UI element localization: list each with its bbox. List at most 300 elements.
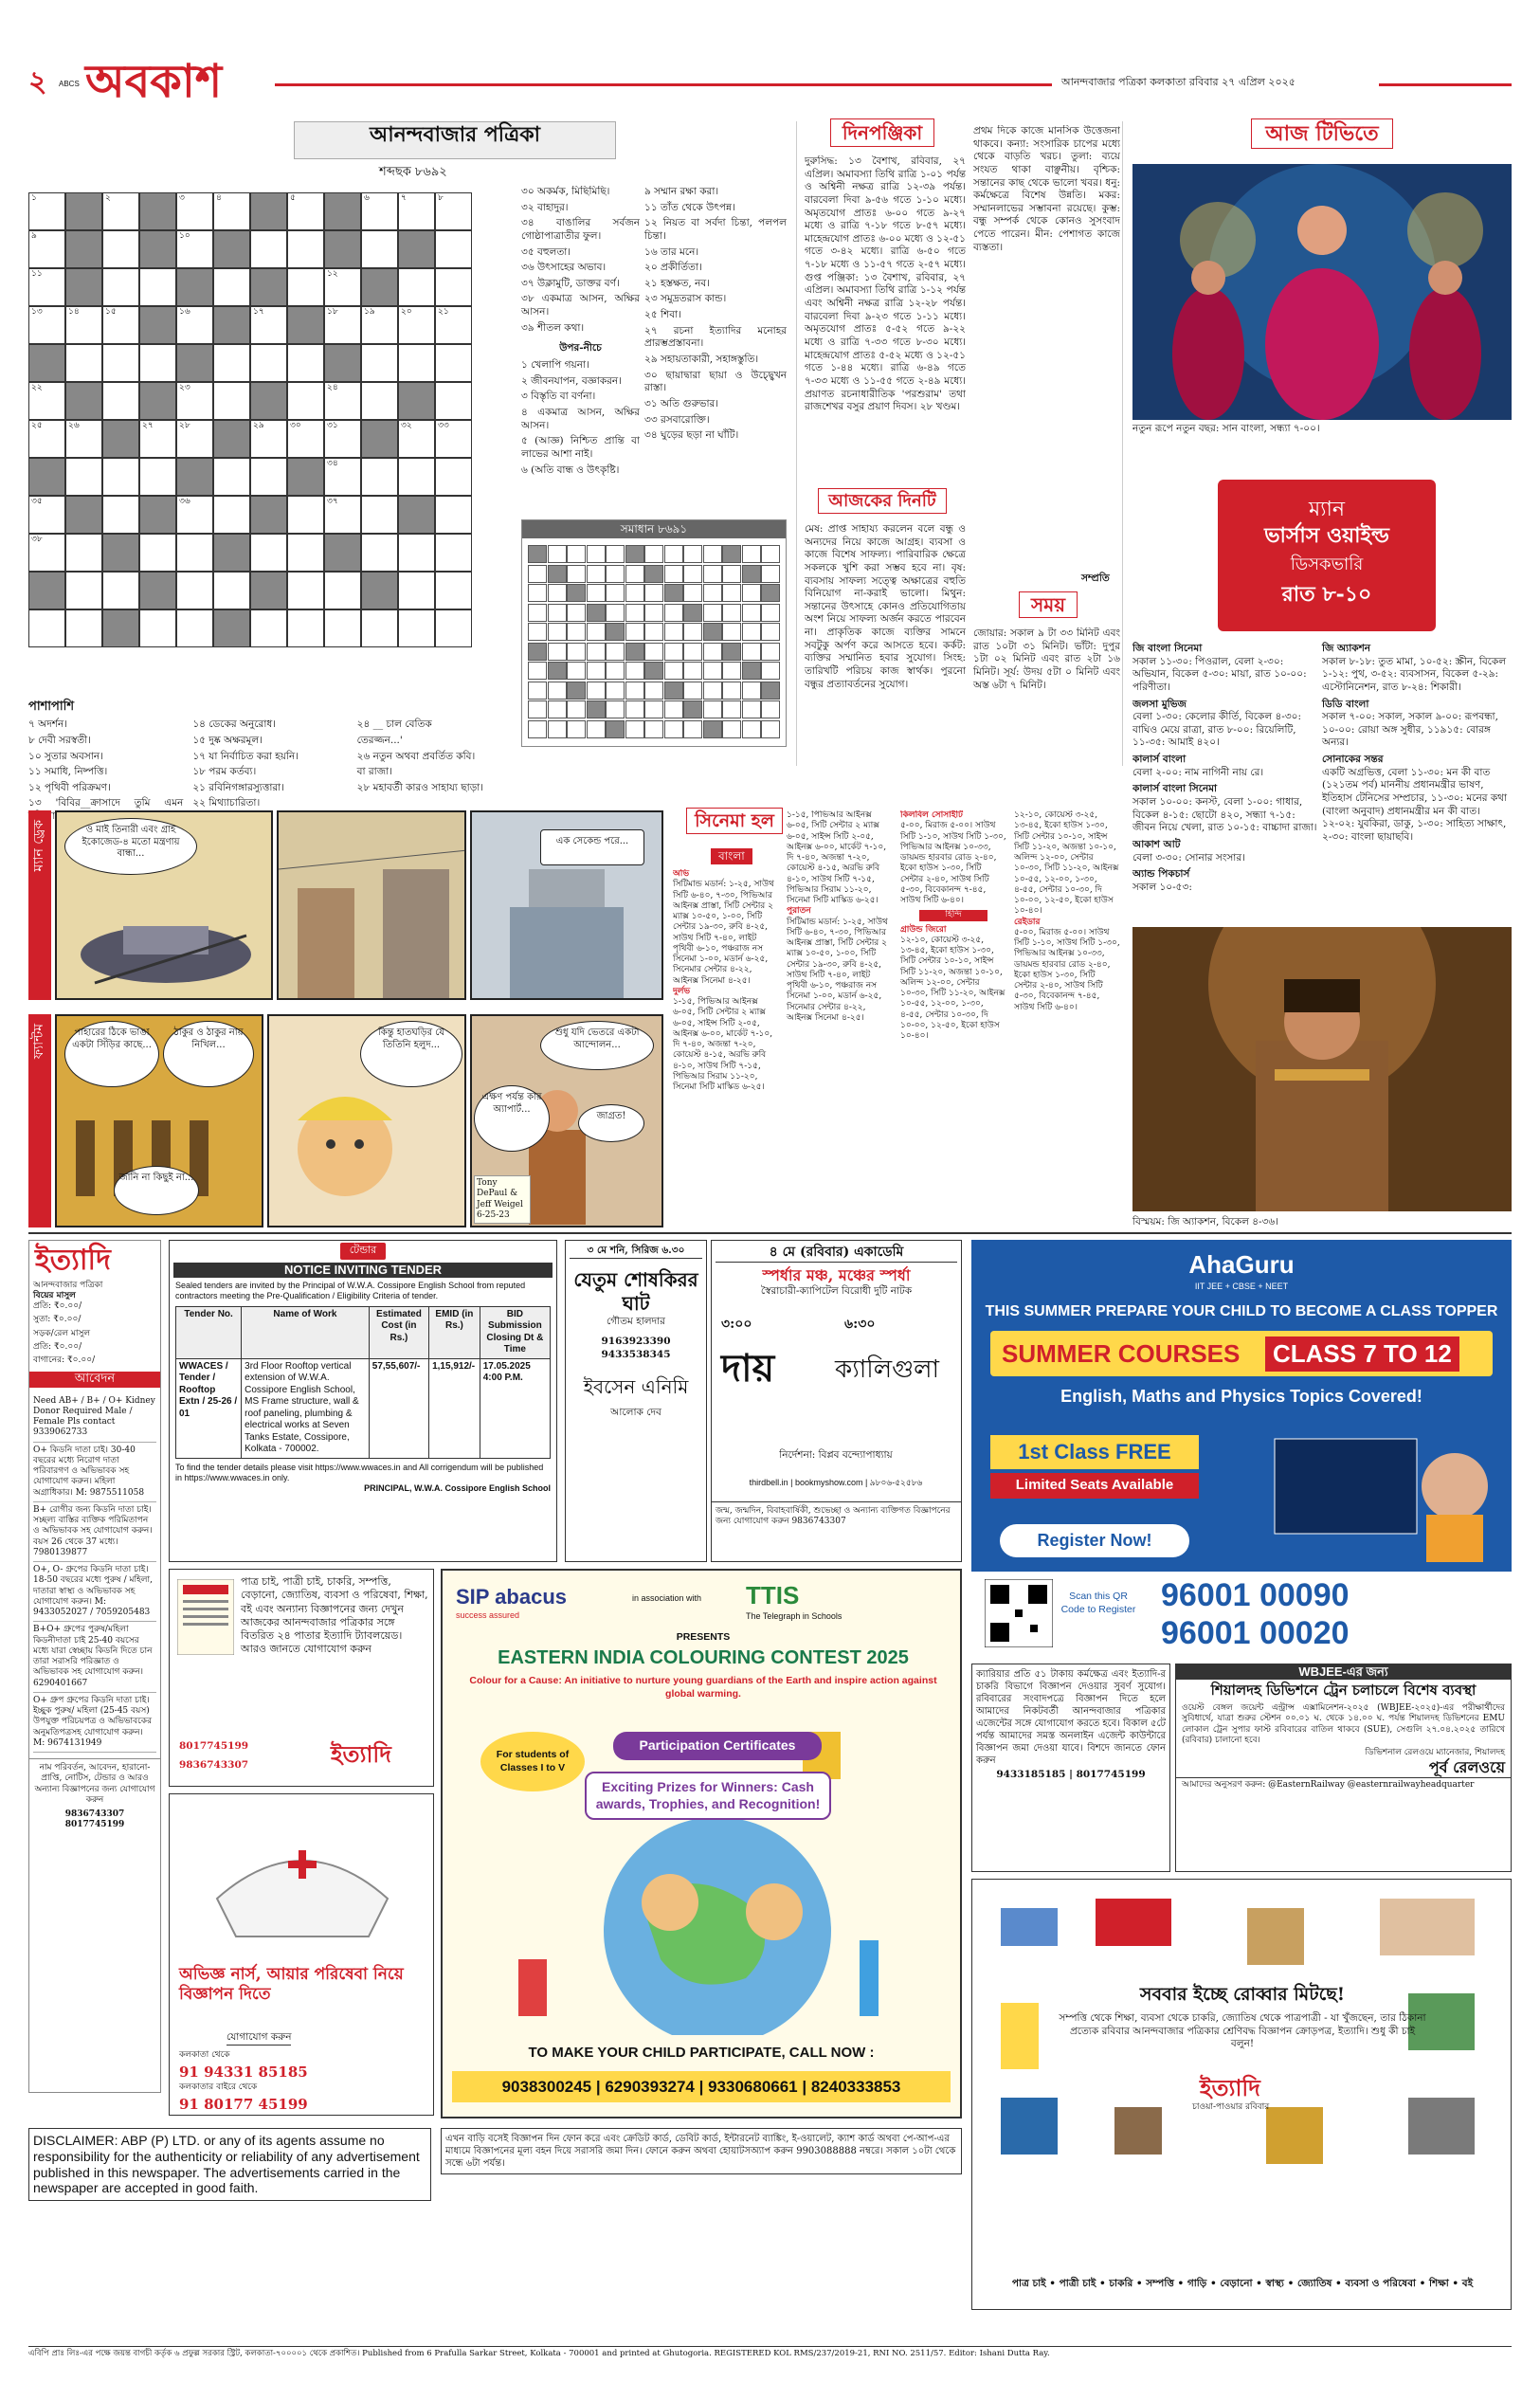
crossword-cell[interactable] (28, 230, 65, 268)
solution-cell (664, 700, 683, 718)
page-number: ২ (28, 65, 47, 99)
tv-channel: কালার্স বাংলা সিনেমা (1132, 783, 1218, 795)
crossword-cell[interactable] (361, 496, 398, 534)
crossword-cell (139, 192, 176, 230)
crossword-cell[interactable] (361, 230, 398, 268)
tv-schedule: সকাল ১১-৩০: পিওরাল, বেলা ২-৩০: অভিযান, বিকেল ৫-৩০: মায়া, রাত ১০-০০: পরিণীতা। (1132, 655, 1307, 693)
crossword-cell[interactable] (139, 344, 176, 382)
solution-cell (567, 545, 586, 563)
crossword-cell[interactable] (102, 572, 139, 609)
crossword-cell (324, 192, 361, 230)
crossword-cell[interactable] (287, 609, 324, 647)
student-illustration (1237, 1420, 1502, 1562)
crossword-cell[interactable] (287, 534, 324, 572)
cell-number: ৮ (438, 193, 444, 203)
crossword-cell (398, 496, 435, 534)
tender-cell: 1,15,912/- (429, 1358, 480, 1458)
theatre-ad-right (711, 1240, 962, 1562)
crossword-cell[interactable] (176, 420, 213, 458)
crossword-grid[interactable] (28, 192, 474, 647)
tv-listing (1132, 868, 1317, 894)
solution-cell (625, 720, 644, 738)
solution-cell (567, 604, 586, 622)
bottom-clue: ২৪ __ চাল বেতিক (356, 718, 432, 731)
crossword-cell[interactable] (324, 306, 361, 344)
across-clues (521, 186, 640, 480)
crossword-cell[interactable] (250, 344, 287, 382)
railway-heading-2: শিয়ালদহ ডিভিশনে ট্রেন চলাচলে বিশেষ ব্যবস্থা (1210, 1682, 1477, 1700)
crossword-cell[interactable] (176, 382, 213, 420)
ahaguru-headline: THIS SUMMER PREPARE YOUR CHILD TO BECOME A CLASS TOPPER (985, 1303, 1498, 1319)
solution-cell (722, 643, 741, 661)
clue: ৩১ অতি গুরুভার। (644, 397, 719, 409)
down-clue: ৬ (অতি বান্ধ ও উৎকৃষ্টি। (521, 464, 620, 476)
nurse-contact: যোগাযোগ করুন (226, 2031, 291, 2046)
nurse-phone-2[interactable]: 91 80177 45199 (179, 2096, 308, 2113)
crossword-cell[interactable] (250, 458, 287, 496)
bottom-clue: ২৬ নতুন অথবা প্রবর্তিত কবি। (356, 750, 476, 762)
ahaguru-ad (971, 1240, 1512, 1657)
price-item: বাগানের: ₹০.০০/ (33, 1355, 96, 1365)
crossword-cell[interactable] (28, 496, 65, 534)
crossword-cell[interactable] (435, 572, 472, 609)
crossword-cell[interactable] (398, 458, 435, 496)
cell-number: ২৩ (179, 383, 190, 392)
crossword-cell[interactable] (139, 420, 176, 458)
across-clue: ৩৫ বহুলতা। (521, 245, 571, 258)
crossword-cell[interactable] (28, 268, 65, 306)
crossword-cell[interactable] (435, 420, 472, 458)
bottom-clue: ৭ অদর্শন। (28, 718, 68, 731)
solution-cell (722, 662, 741, 680)
etc-logo-sub: চাওয়া-পাওয়ার রবিবার (1192, 2102, 1270, 2112)
crossword-cell[interactable] (435, 268, 472, 306)
crossword-cell[interactable] (324, 268, 361, 306)
cell-number: ১০ (179, 231, 190, 241)
ahaguru-register-button[interactable]: Register Now! (1000, 1524, 1189, 1557)
crossword-cell[interactable] (324, 609, 361, 647)
clue: ৩৪ ঘুড়ের ছড়া না ঘাঁটি। (644, 429, 739, 442)
solution-cell (548, 545, 567, 563)
solution-cell (625, 682, 644, 700)
crossword-cell (287, 306, 324, 344)
solution-cell (548, 662, 567, 680)
cell-number: ৩১ (327, 421, 338, 430)
cell-number: ৩৮ (31, 535, 43, 544)
crossword-section (28, 121, 787, 809)
crossword-cell[interactable] (213, 344, 250, 382)
solution-cell (528, 565, 547, 583)
crossword-cell[interactable] (213, 496, 250, 534)
crossword-cell[interactable] (176, 230, 213, 268)
crossword-cell (361, 268, 398, 306)
crossword-cell[interactable] (176, 306, 213, 344)
matri-phone-2[interactable]: 9836743307 (179, 1759, 249, 1771)
tv-caption-1: নতুন রূপে নতুন বছর: সান বাংলা, সন্ধ্যা ৭-০০। (1132, 423, 1320, 434)
across-clue: ৩৮ একমাত্র আসন, অক্ষির আসন। (521, 293, 640, 318)
crossword-cell[interactable] (65, 572, 102, 609)
tv-channel: সোনাকের সন্তর (1322, 754, 1384, 766)
solution-cell (587, 604, 606, 622)
crossword-cell[interactable] (102, 192, 139, 230)
solution-cell (548, 623, 567, 641)
solution-cell (742, 662, 761, 680)
crossword-cell (361, 420, 398, 458)
ahaguru-limited: Limited Seats Available (990, 1473, 1199, 1499)
down-clue: ২ জীবনযাপন, বজ্ঞাকরন। (521, 374, 622, 387)
solution-cell (548, 604, 567, 622)
crossword-cell[interactable] (435, 306, 472, 344)
almanac-text: দুরুসিদ্ধ: ১৩ বৈশাখ, রবিবার, ২৭ এপ্রিল। অমাবস্যা তিথি রাত্রি ১-০১ পর্যন্ত ও অশ্বিনী নক্ষত্র রাত্রি ১২-৩৯ পর্যন্ত। বারবেলা দিবা ৯-৫৬ গতে ১-১০ মধ্যে। অমৃতযোগ প্রাতঃ ৬-০০ গতে ৯-২৭ মধ্যে ও রাত্রি ৭-১৮ গতে ৮-৫৭ মধ্যে। মাহেন্দ্রযোগ প্রাতঃ ৬-০০ মধ্যে ও ১২-৫১ গতে ৩-৪২ মধ্যে। রাত্রি ৬-৫০ গতে ৭-১৮ মধ্যে ও ১১-৫৭ গতে ২-৫৭ মধ্যে। গুপ্ত পঞ্জিকা: ১৩ বৈশাখ, রবিবার, ২৭ এপ্রিল। অমাবস্যা তিথি রাত্রি ১-১২ পর্যন্ত এবং অশ্বিনী নক্ষত্র রাত্রি ১২-২৮ পর্যন্ত। বারবেলা দিবা ৯-২৩ গতে ১-১১ মধ্যে। অমৃতযোগ প্রাতঃ ৫-৫২ গতে ৯-২২ মধ্যে ও রাত্রি ৭-৩৩ গতে ৮-৩০ মধ্যে। মাহেন্দ্রযোগ প্রাতঃ ৫-৫২ মধ্যে ও ১২-৫১ গতে ১-৪৪ মধ্যে। রাত্রি ৬-৪৯ গতে ৭-৩৩ মধ্যে ও ১১-৫৫ গতে ২-৪৯ মধ্যে। প্রয়াণত রচনাধারীতিক 'পরশুরাম' তথা রাজশেখর বসুর প্রয়াণ দিবস। ২৮ খণ্ডম। (805, 155, 966, 413)
crossword-cell[interactable] (213, 572, 250, 609)
etc-footer-items: পাত্র চাই • পাত্রী চাই • চাকরি • সম্পত্তি • গাড়ি • বেড়ানো • স্বাস্থ্য • জ্যোতিষ • ব্যবসা ও পরিষেবা • শিক্ষা • বই (1011, 2278, 1474, 2289)
solution-cell (761, 682, 780, 700)
crossword-cell[interactable] (102, 382, 139, 420)
crossword-cell[interactable] (250, 306, 287, 344)
tv-schedule: বেলা ৩-৩০: সোনার সংসার। (1132, 851, 1245, 864)
clue: ১২ নিয়ত বা সর্বদা চিন্তা, পলপল চিন্তা। (644, 217, 787, 242)
crossword-cell (139, 572, 176, 609)
nurse-cap-icon (198, 1804, 407, 1955)
tender-cell: 3rd Floor Rooftop vertical extension of W.W.A. Cossipore English School, MS Frame structure, wall & roof paneling, plumbing & electrical works at Seven Tanks Estate, Cossipore, Kolkata - 700002. (242, 1358, 370, 1458)
crossword-cell[interactable] (65, 344, 102, 382)
crossword-cell[interactable] (398, 306, 435, 344)
crossword-cell[interactable] (435, 230, 472, 268)
crossword-cell[interactable] (398, 609, 435, 647)
crossword-cell[interactable] (176, 609, 213, 647)
crossword-cell[interactable] (435, 609, 472, 647)
contest-title: EASTERN INDIA COLOURING CONTEST 2025 (498, 1647, 909, 1668)
solution-cell (587, 545, 606, 563)
clue: ২৯ সহায়তাকারী, সহাঙ্গস্তুতি। (644, 354, 759, 366)
cinema-text-4b: ৫-০০, মিরাজ ৫-০০। সাউথ সিটি ১-১০, সাউথ সিটি ১-৩০, পিভিআর আইনক্স ১০-৩৩, ডায়মন্ড হারবার রোড ২-৪০, ইকো হাউস ১-৩০, সিটি সেন্টার ২-৪০, সাউথ সিটি ৫-৩০, বিবেকানন্দ ৭-৪৫, সাউথ সিটি ৬-৪০। (1014, 927, 1120, 1012)
clue: ২০ প্রকীর্তিতা। (644, 262, 702, 274)
crossword-cell[interactable] (102, 230, 139, 268)
solution-cell (703, 662, 722, 680)
crossword-cell (250, 496, 287, 534)
bottom-clue: বা রাজা। (356, 766, 392, 778)
solution-cell (606, 662, 625, 680)
crossword-cell[interactable] (102, 496, 139, 534)
crossword-cell[interactable] (287, 344, 324, 382)
crossword-cell (65, 192, 102, 230)
paper-name: আনন্দবাজার পত্রিকা (369, 122, 541, 147)
nurse-city-1: কলকাতা থেকে (179, 2050, 230, 2060)
solution-cell (625, 623, 644, 641)
crossword-cell[interactable] (65, 420, 102, 458)
solution-cell (587, 662, 606, 680)
theatre-left-phone-2[interactable]: 9433538345 (601, 1348, 671, 1360)
solution-cell (683, 623, 702, 641)
crossword-cell[interactable] (398, 344, 435, 382)
classifieds-phone-2[interactable]: 8017745199 (64, 1820, 125, 1830)
solution-cell (664, 720, 683, 738)
solution-cell (703, 565, 722, 583)
solution-cell (567, 584, 586, 602)
solution-cell (644, 720, 663, 738)
horoscope-title: আজকের দিনটি (806, 491, 958, 513)
price-item: প্রতি: ₹০.০০/ (33, 1301, 82, 1311)
classified-ad: B+ রোগীর জন্য কিডনি দাতা চাই। সচ্ছল্য বাস্তির ব্যক্তিক পরিমিতাপন ও অভিভাবক সহ যোগাযোগ করুন। বয়স 26 থেকে 37 মধ্যে। 7980139877 (33, 1502, 156, 1562)
solution-cell (742, 545, 761, 563)
crossword-cell (139, 496, 176, 534)
crossword-cell[interactable] (250, 420, 287, 458)
crossword-cell[interactable] (28, 192, 65, 230)
crossword-cell (176, 458, 213, 496)
crossword-cell[interactable] (213, 268, 250, 306)
cell-number: ২৪ (327, 383, 338, 392)
partner-logo: TTIS The Telegraph in Schools (746, 1581, 842, 1621)
down-heading: উপর-নীচে (559, 342, 602, 355)
classified-ad: O+ কিডনি দাতা চাই। 30-40 বছরের মধ্যে নিরোগ দাতা পরিবারগণ ও অভিভাবক সহ যোগাযোগ করুন। মহিলা অগ্রাধিকার। M: 9875511058 (33, 1443, 156, 1502)
ahaguru-phone-1[interactable]: 96001 00090 (1161, 1577, 1350, 1613)
crossword-cell (176, 268, 213, 306)
cell-number: ৫ (290, 193, 296, 203)
ahaguru-logo-sub: IIT JEE + CBSE + NEET (1194, 1282, 1289, 1291)
crossword-cell[interactable] (435, 344, 472, 382)
crossword-cell[interactable] (435, 382, 472, 420)
contest-cta: TO MAKE YOUR CHILD PARTICIPATE, CALL NOW : (528, 2045, 875, 2061)
crossword-cell[interactable] (287, 230, 324, 268)
crossword-cell[interactable] (28, 534, 65, 572)
crossword-cell[interactable] (398, 572, 435, 609)
solution-cell (761, 604, 780, 622)
solution-cell (587, 565, 606, 583)
tender-col-header: Tender No. (176, 1306, 242, 1358)
crossword-cell[interactable] (176, 192, 213, 230)
crossword-cell[interactable] (287, 382, 324, 420)
crossword-cell[interactable] (65, 306, 102, 344)
bottom-clue: ১০ সুতার অবসান। (28, 750, 103, 762)
solution-cell (722, 720, 741, 738)
crossword-cell[interactable] (361, 306, 398, 344)
crossword-cell[interactable] (287, 572, 324, 609)
solution-cell (683, 682, 702, 700)
cinema-text-3: ৫-০০, মিরাজ ৫-০০। সাউথ সিটি ১-১০, সাউথ সিটি ১-৩০, পিভিআর আইনক্স ১০-৩৩, ডায়মন্ড হারবার রোড ২-৪০, ইকো হাউস ১-৩০, সিটি সেন্টার ২-৪০, সাউথ সিটি ৫-৩০, বিবেকানন্দ ৭-৪৫, সাউথ সিটি ৬-৪০। (900, 821, 1006, 905)
clue: ১৬ তার মনে। (644, 245, 699, 258)
solution-cell (683, 662, 702, 680)
etc-headline: সববার ইচ্ছে রোব্বার মিটছে! (1139, 1984, 1346, 2005)
tender-signature: PRINCIPAL, W.W.A. Cossipore English School (364, 1483, 551, 1493)
crossword-cell (213, 306, 250, 344)
etc-logo-2: ইত্যাদি (1200, 2074, 1260, 2101)
crossword-cell[interactable] (28, 609, 65, 647)
crossword-cell[interactable] (176, 572, 213, 609)
solution-cell (683, 545, 702, 563)
cell-number: ৩০ (290, 421, 301, 430)
crossword-cell[interactable] (65, 458, 102, 496)
cinema-heading-1: অভি (673, 869, 690, 879)
crossword-cell[interactable] (139, 609, 176, 647)
crossword-cell[interactable] (435, 496, 472, 534)
crossword-cell[interactable] (324, 572, 361, 609)
solution-cell (606, 565, 625, 583)
crossword-cell[interactable] (361, 382, 398, 420)
cell-number: ১ (31, 193, 37, 203)
down-clue: ১ খেলাপি গয়না। (521, 359, 589, 372)
crossword-cell[interactable] (102, 344, 139, 382)
crossword-cell[interactable] (287, 268, 324, 306)
crossword-cell[interactable] (361, 192, 398, 230)
classifieds-phone-1[interactable]: 9836743307 (64, 1809, 125, 1819)
crossword-cell[interactable] (250, 534, 287, 572)
crossword-cell[interactable] (28, 306, 65, 344)
solution-cell (683, 643, 702, 661)
classifieds-footer: নাম পরিবর্তন, আবেদন, হারানো-প্রাপ্তি, নোটিস, টেন্ডার ও আরও অন্যান্য বিজ্ঞাপনের জন্য যোগাযোগ করুন (29, 1758, 160, 1809)
solution-cell (567, 565, 586, 583)
cell-number: ২ (105, 193, 111, 203)
solution-cell (683, 604, 702, 622)
solution-cell (664, 545, 683, 563)
tender-notice (169, 1240, 557, 1562)
crossword-cell[interactable] (65, 534, 102, 572)
crossword-cell[interactable] (324, 420, 361, 458)
crossword-cell[interactable] (213, 192, 250, 230)
across-clue: ৩৬ উৎসাহের অভাব। (521, 262, 607, 274)
solution-cell (722, 604, 741, 622)
solution-cell (567, 682, 586, 700)
solution-cell (664, 584, 683, 602)
solution-cell (567, 623, 586, 641)
railway-social[interactable]: আমাদের অনুসরণ করুন: @EasternRailway @easternrailwayheadquarter (1176, 1777, 1511, 1792)
solution-cell (606, 682, 625, 700)
crossword-cell[interactable] (361, 344, 398, 382)
crossword-cell[interactable] (398, 420, 435, 458)
crossword-cell[interactable] (213, 382, 250, 420)
tv-channel: অ্যান্ড পিকচার্স (1132, 868, 1190, 881)
solution-cell (644, 643, 663, 661)
crossword-cell[interactable] (435, 534, 472, 572)
crossword-cell[interactable] (398, 192, 435, 230)
solution-cell (683, 720, 702, 738)
solution-cell (742, 604, 761, 622)
cinema-col-3 (900, 810, 1006, 1227)
qr-code-icon[interactable] (985, 1579, 1053, 1647)
ahaguru-course-bar: SUMMER COURSES CLASS 7 TO 12 (990, 1331, 1493, 1376)
classified-ad: O+ গ্রুপ গ্রুপের কিডনি দাতা চাই। ইচ্ছুক পুরুষ/ মহিলা (25-45 বয়স) উপযুক্ত পরিচয়পত্র ও অভিভাবকের অনুমতিপত্রসহ যোগাযোগ করুন। M: 9674131949 (33, 1693, 156, 1753)
bottom-clue: ২১ রবিনিগঙ্গারস্যুত্তারা। (192, 781, 284, 793)
theatre-left-director: আলোক দেব (610, 1406, 661, 1418)
crossword-cell[interactable] (176, 496, 213, 534)
crossword-cell[interactable] (287, 496, 324, 534)
crossword-cell[interactable] (435, 458, 472, 496)
crossword-cell[interactable] (398, 534, 435, 572)
matri-phone-1[interactable]: 8017745199 (179, 1740, 249, 1752)
crossword-cell[interactable] (361, 534, 398, 572)
bottom-clue: ১৭ যা নির্বাচিত করা হয়নি। (192, 750, 299, 762)
crossword-cell[interactable] (324, 382, 361, 420)
bottom-clues (28, 700, 512, 824)
crossword-cell[interactable] (324, 458, 361, 496)
classified-ad: B+O+ গ্রুপের পুরুষ/মহিলা কিডনীদাতা চাই 25-40 বয়সের মধ্যে যারা স্বেচ্ছায় কিডনি দিতে চান তারা সরাসরি পরিজ্ঞাত ও অভিভাবক সহ যোগাযোগ করুন। 6290401667 (33, 1622, 156, 1693)
theatre-left-title: যেতুম শোষকিরর ঘাট (573, 1267, 698, 1315)
crossword-cell (28, 572, 65, 609)
solution-cell (567, 700, 586, 718)
crossword-cell[interactable] (287, 192, 324, 230)
solution-cell (587, 700, 606, 718)
crossword-cell[interactable] (435, 192, 472, 230)
crossword-cell[interactable] (139, 458, 176, 496)
theatre-booking[interactable]: thirdbell.in | bookmyshow.com | ৯৮০৬-৫২৫৮৬ (749, 1478, 923, 1487)
cell-number: ৩৪ (327, 459, 338, 468)
crossword-cell (213, 420, 250, 458)
crossword-cell[interactable] (102, 306, 139, 344)
cinema-heading-4: কিলবিল সোসাইটি (900, 810, 963, 820)
crossword-cell[interactable] (28, 420, 65, 458)
colouring-ad (441, 1569, 962, 2118)
prizes: Exciting Prizes for Winners: Cash awards, Trophies, and Recognition! (585, 1772, 831, 1820)
solution-cell (664, 604, 683, 622)
cell-number: ৩৫ (31, 497, 43, 506)
price-item: প্রতি: ₹০.০০/ (33, 1341, 82, 1352)
theatre-left-phone-1[interactable]: 9163923390 (601, 1336, 671, 1348)
crossword-cell (176, 344, 213, 382)
crossword-cell[interactable] (65, 609, 102, 647)
contest-phones[interactable]: 9038300245 | 6290393274 | 9330680661 | 8240333853 (452, 2071, 951, 2102)
solution-grid (528, 545, 782, 742)
solution-cell (606, 545, 625, 563)
page-code: ABCS (59, 80, 80, 88)
solution-cell (722, 565, 741, 583)
crossword-cell[interactable] (139, 268, 176, 306)
tender-cell: 57,55,607/- (369, 1358, 428, 1458)
bottom-clue: ১১ সমাধি, নিষ্পত্তি। (28, 766, 108, 778)
down-clue: ৩ বিস্তৃতি বা বর্ণনা। (521, 391, 596, 403)
clue: ২৫ শিবা। (644, 309, 681, 321)
solution-cell (742, 682, 761, 700)
cell-number: ২০ (401, 307, 412, 317)
career-phones[interactable]: 9433185185 | 8017745199 (996, 1769, 1146, 1780)
bottom-clue: ৮ দেবী সরস্বতী। (28, 734, 91, 746)
crossword-cell[interactable] (176, 534, 213, 572)
theatre-right-heading: স্পর্ধার মঞ্চ, মঞ্চের স্পর্ধা (762, 1265, 911, 1284)
theatre-right-sub: স্বৈরাচারী-ক্যাপিটেল বিরোধী দুটি নাটক (760, 1284, 913, 1297)
across-clue: ৩২ বাহাদুর। (521, 201, 569, 213)
crossword-cell[interactable] (361, 609, 398, 647)
solution-cell (703, 604, 722, 622)
solution-cell (625, 584, 644, 602)
solution-cell (664, 623, 683, 641)
ahaguru-phone-2[interactable]: 96001 00020 (1161, 1615, 1350, 1651)
masthead-rule-right (1379, 83, 1512, 86)
crossword-cell[interactable] (398, 268, 435, 306)
crossword-cell[interactable] (287, 420, 324, 458)
solution-cell (742, 720, 761, 738)
crossword-cell[interactable] (213, 458, 250, 496)
cell-number: ২১ (438, 307, 449, 317)
ahaguru-subjects: English, Maths and Physics Topics Covered! (1060, 1387, 1422, 1406)
masthead (28, 57, 1512, 116)
matri-ad (169, 1569, 434, 1787)
crossword-cell[interactable] (139, 534, 176, 572)
cell-number: ২৮ (179, 421, 190, 430)
crossword-cell[interactable] (28, 382, 65, 420)
clue: ৩০ ছায়াদ্বারা ছায়া ও উচ্ছ্বেখন রাস্তা। (644, 369, 787, 394)
theatre-left-show: ইবসেন এনিমি (583, 1374, 689, 1398)
crossword-cell[interactable] (250, 230, 287, 268)
crossword-cell[interactable] (324, 496, 361, 534)
crossword-cell[interactable] (250, 609, 287, 647)
crossword-cell[interactable] (361, 458, 398, 496)
crossword-cell[interactable] (102, 458, 139, 496)
cinema-text-3b: ১২-১০, কোয়েস্ট ৩-২৫, ১৩-৪৫, ইকো হাউস ১-৩০, সিটি সেন্টার ১০-১০, সাইন্স সিটি ১১-২০, অজন্তা ১০-১০, অলিন্দ ১২-০০, সেন্টার ১০-৩০, সিটি ১১-২০, আইনক্স ১০-৫৫, ১২-০০, ১-৩০, ৪-৫৫, সেন্টার ১০-৩০, দি ১০-০০, ১২-৫০, ইকো হাউস ১০-৪০। (900, 935, 1006, 1041)
solution-cell (625, 545, 644, 563)
tender-intro: Sealed tenders are invited by the Principal of W.W.A. Cossipore English School from reputed contractors meeting the Pre-Qualification / Eligibility Criteria of tender. (175, 1281, 526, 1301)
section-title: অবকাশ (85, 55, 223, 108)
railway-org: পূর্ব রেলওয়ে (1428, 1758, 1505, 1777)
nurse-phone-1[interactable]: 91 94331 85185 (179, 2064, 308, 2081)
crossword-cell[interactable] (102, 268, 139, 306)
